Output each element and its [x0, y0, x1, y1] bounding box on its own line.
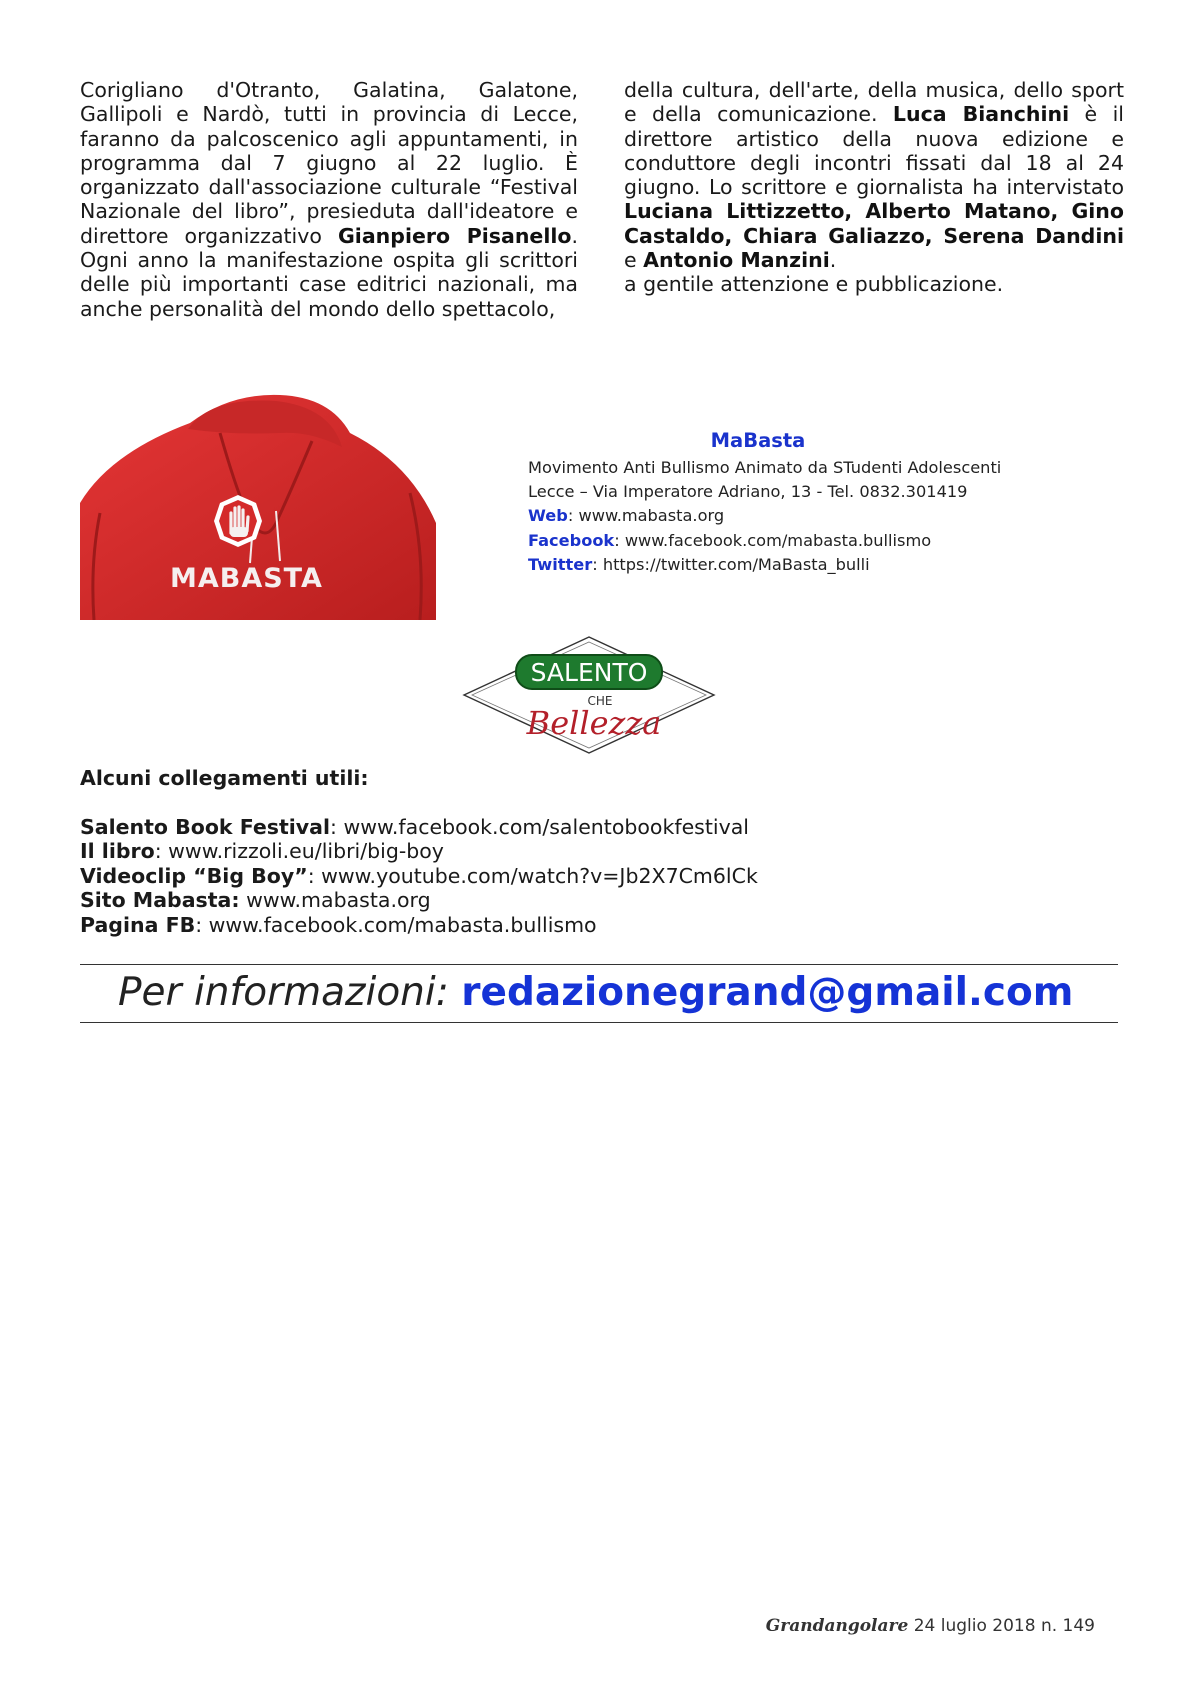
link-url[interactable]: www.mabasta.org — [246, 888, 431, 912]
contact-facebook-label: Facebook — [528, 530, 615, 550]
link-item — [80, 913, 758, 938]
link-separator: : — [154, 839, 169, 863]
contact-tagline: Movimento Anti Bullismo Animato da STudenti Adolescenti — [528, 458, 1002, 477]
article-bold-name: Antonio Manzini — [643, 248, 830, 273]
link-separator: : — [330, 814, 344, 839]
info-label: Per informazioni: — [118, 970, 462, 1015]
info-email-link[interactable]: redazionegrand@gmail.com — [461, 970, 1074, 1015]
article-text: . — [829, 248, 837, 273]
article-bold-name: Luca Bianchini — [892, 102, 1070, 127]
footer-issue: 24 luglio 2018 n. 149 — [908, 1616, 1095, 1636]
contact-org-name: MaBasta — [710, 429, 806, 452]
contact-facebook: Facebook: www.facebook.com/mabasta.bullismo — [528, 530, 932, 550]
article-text: Corigliano d'Otranto, Galatina, Galatone, Gallipoli e Nardò, tutti in provincia di Lecce, faranno da palcoscenico agli appuntamenti, in programma dal 7 giugno al 22 luglio. È organizzato dall'associazione culturale “Festival Nazionale del libro”, presieduta dall'ideatore e direttore organizzativo — [80, 78, 578, 248]
link-url[interactable]: www.youtube.com/watch?v=Jb2X7Cm6lCk — [321, 863, 758, 888]
link-item — [80, 864, 758, 889]
hoodie-print-text: MABASTA — [170, 563, 323, 594]
article-text: e — [624, 248, 644, 273]
link-label: Videoclip “Big Boy” — [80, 863, 308, 888]
article-left-column — [80, 78, 578, 321]
divider-bottom — [80, 1022, 1118, 1023]
article-right-column — [624, 78, 1124, 297]
link-label: Salento Book Festival — [80, 814, 331, 839]
link-url[interactable]: www.facebook.com/mabasta.bullismo — [208, 912, 597, 937]
page-footer — [766, 1616, 1095, 1636]
article-closing: a gentile attenzione e pubblicazione. — [624, 272, 1004, 297]
contact-twitter-label: Twitter — [528, 554, 593, 574]
article-text: della cultura, dell'arte, della musica, dello sport e della comunicazione. — [624, 78, 1124, 127]
logo-bellezza-text: Bellezza — [526, 704, 662, 742]
useful-links-section — [80, 766, 758, 937]
link-label: Il libro — [80, 839, 155, 863]
logo-che-text: CHE — [587, 694, 613, 708]
contact-twitter-link[interactable]: https://twitter.com/MaBasta_bulli — [602, 554, 870, 574]
contact-web: Web: www.mabasta.org — [528, 506, 725, 526]
link-label: Sito Mabasta: — [80, 888, 240, 912]
contact-facebook-link[interactable]: www.facebook.com/mabasta.bullismo — [624, 530, 932, 550]
link-separator: : — [195, 912, 209, 937]
article-bold-name: Gianpiero Pisanello — [337, 223, 572, 248]
footer-brand: Grandangolare — [765, 1616, 909, 1636]
article-text: è il direttore artistico della nuova edizione e conduttore degli incontri fissati dal 18 al 24 giugno. Lo scrittore e giornalista ha intervistato — [624, 102, 1124, 200]
contact-web-label: Web — [528, 506, 568, 526]
useful-links-header: Alcuni collegamenti utili: — [80, 766, 369, 790]
link-label: Pagina FB — [80, 912, 196, 937]
contact-web-link[interactable]: www.mabasta.org — [578, 506, 725, 526]
link-item — [80, 815, 758, 840]
mabasta-contact-block — [528, 428, 1038, 577]
contact-address: Lecce – Via Imperatore Adriano, 13 - Tel. 0832.301419 — [528, 482, 968, 502]
link-url[interactable]: www.rizzoli.eu/libri/big-boy — [168, 839, 444, 863]
article-text: . Ogni anno la manifestazione ospita gli scrittori delle più importanti case editrici nazionali, ma anche personalità del mondo dello spettacolo, — [80, 223, 578, 321]
link-item — [80, 839, 758, 864]
logo-salento-text: SALENTO — [530, 658, 648, 687]
link-url[interactable]: www.facebook.com/salentobookfestival — [343, 814, 749, 839]
mabasta-hoodie-image — [80, 393, 436, 620]
link-separator: : — [307, 863, 322, 888]
salento-che-bellezza-logo — [460, 633, 718, 757]
article-bold-name: Luciana Littizzetto, Alberto Matano, Gino Castaldo, Chiara Galiazzo, Serena Dandini — [624, 199, 1124, 248]
link-item — [80, 888, 758, 913]
info-line — [118, 968, 1073, 1018]
contact-twitter: Twitter: https://twitter.com/MaBasta_bulli — [528, 554, 870, 574]
divider-top — [80, 964, 1118, 965]
